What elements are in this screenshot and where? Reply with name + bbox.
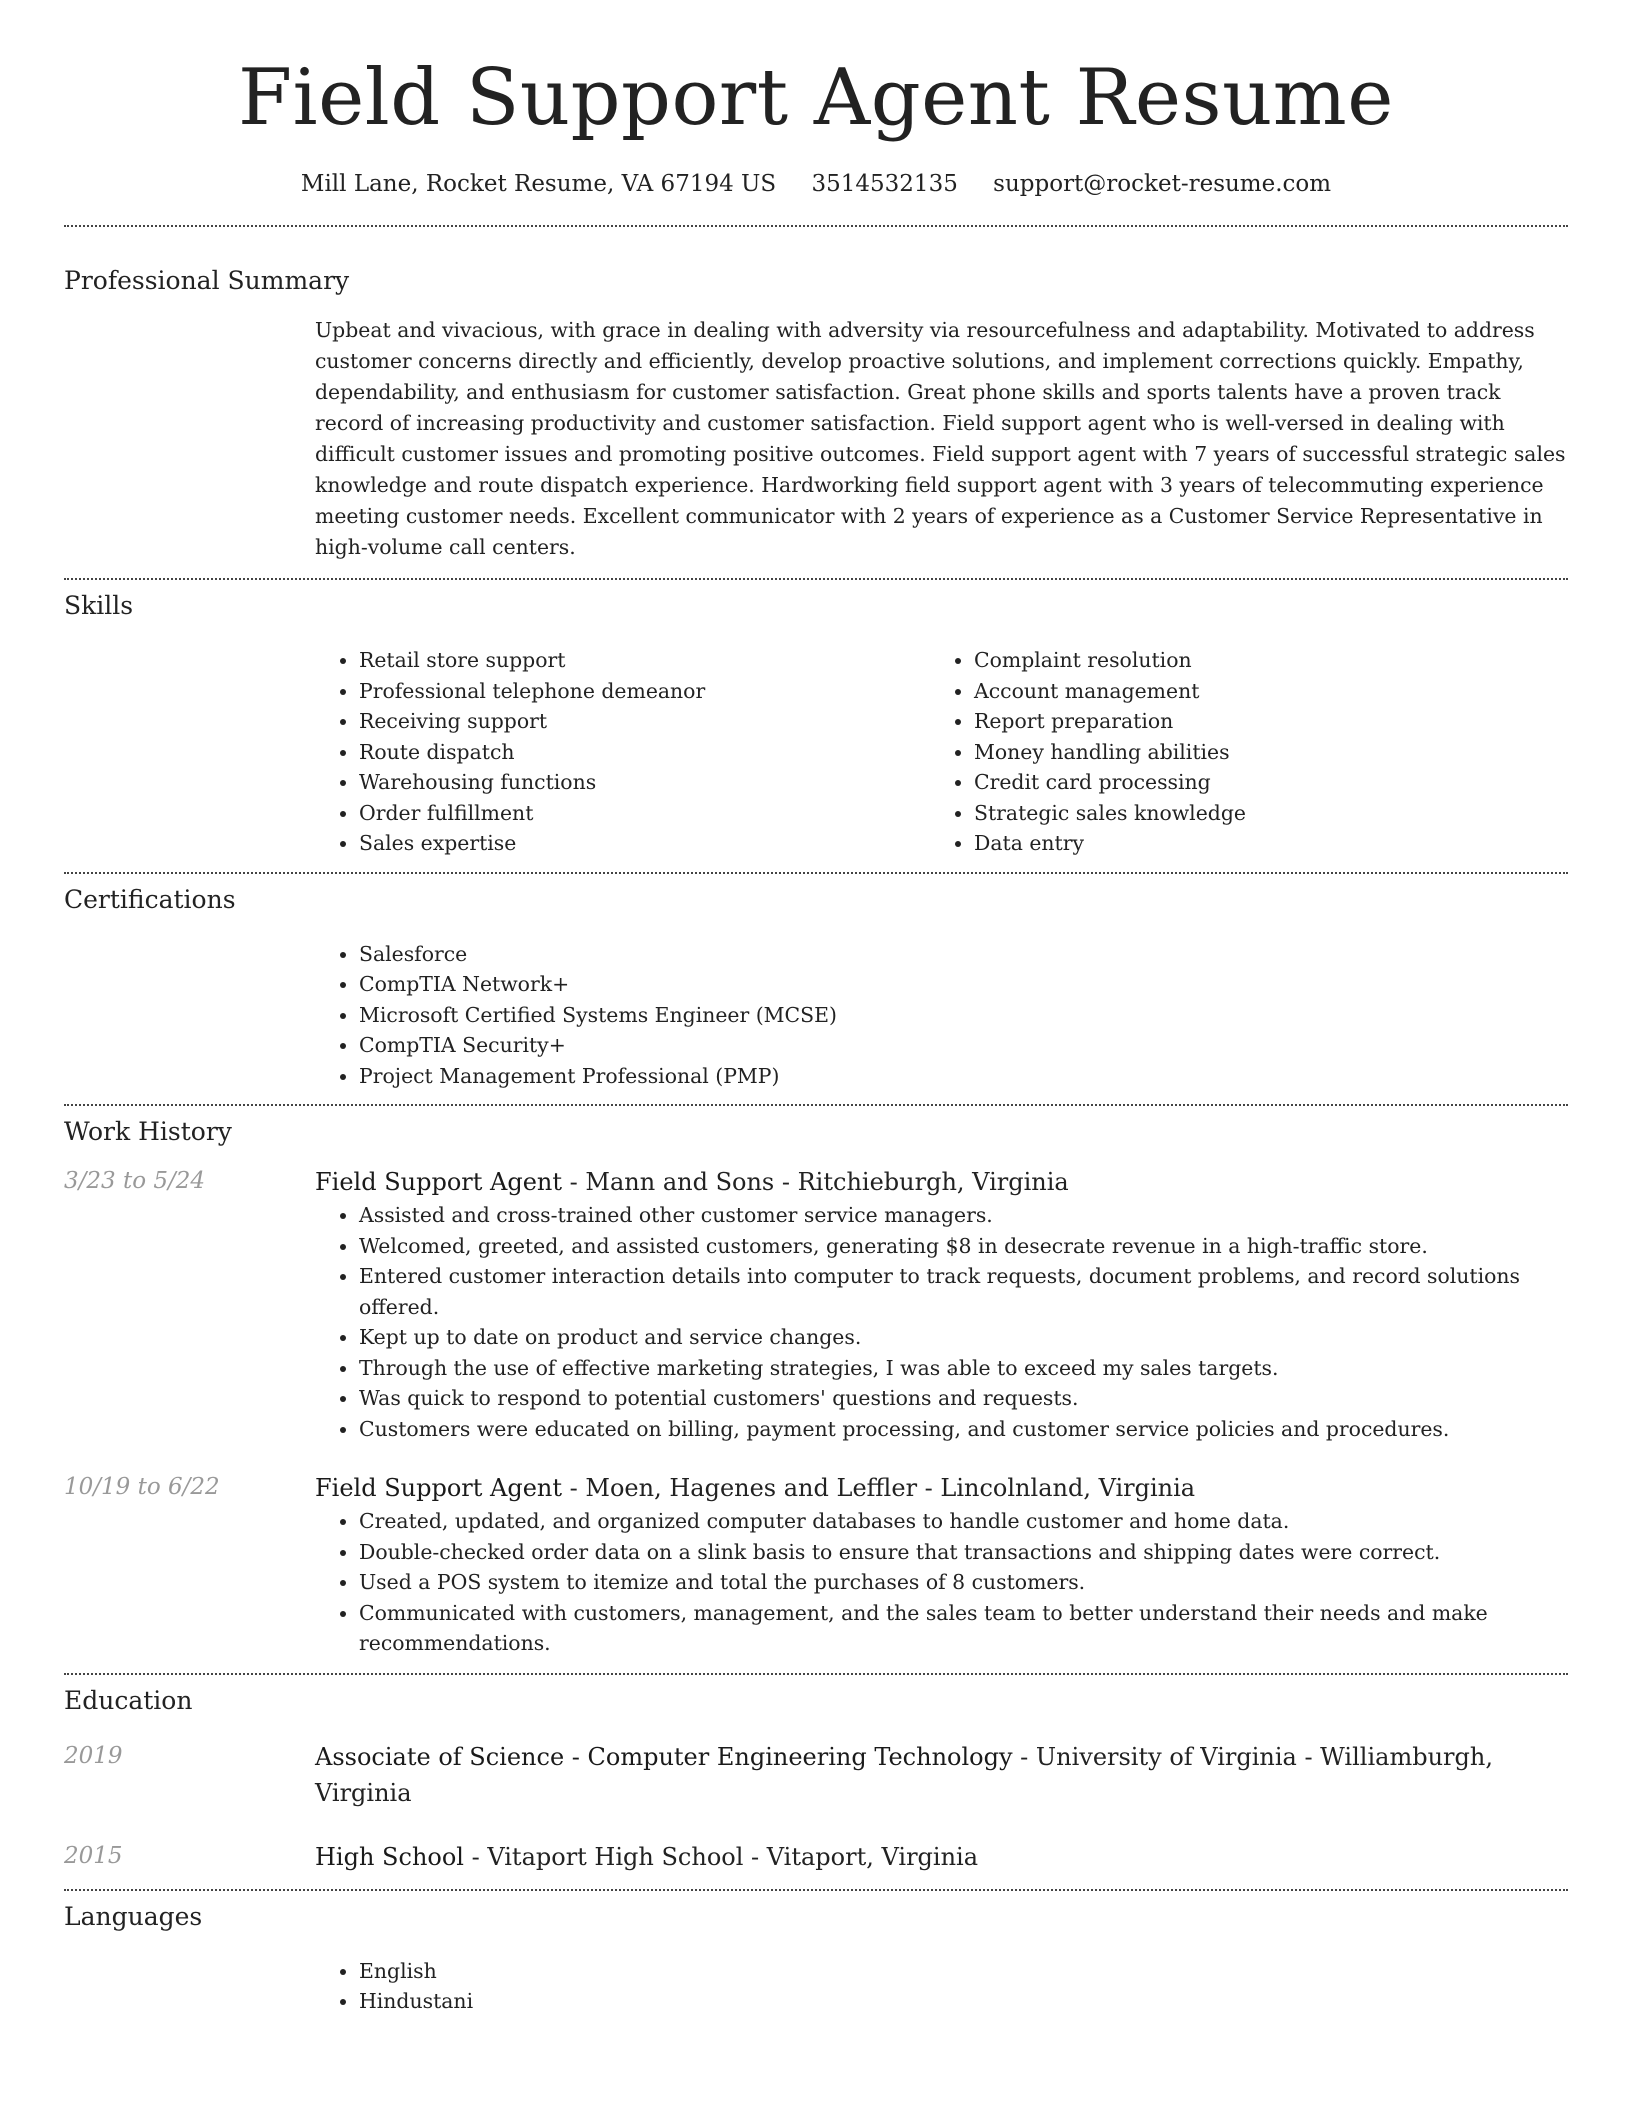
- list-item: • Money handling abilities: [974, 737, 1545, 768]
- skills-column-left: [315, 645, 930, 859]
- job-heading: [315, 1164, 1568, 1200]
- contact-email: support@rocket-resume.com: [993, 171, 1332, 197]
- list-item: • Assisted and cross-trained other customer service managers.: [359, 1200, 1568, 1231]
- certifications-block: [315, 939, 1568, 1092]
- contact-phone: 3514532135: [811, 171, 958, 197]
- education-degree: Associate of Science - Computer Engineering Technology: [315, 1742, 1013, 1771]
- job-role: Field Support Agent: [315, 1168, 563, 1196]
- list-item: • Account management: [974, 676, 1545, 707]
- list-item: • Customers were educated on billing, payment processing, and customer service policies and procedures.: [359, 1414, 1568, 1445]
- list-item: • Strategic sales knowledge: [974, 798, 1545, 829]
- education-school-location: - Vitaport High School - Vitaport, Virginia: [463, 1842, 979, 1871]
- list-item: • Salesforce: [359, 939, 1568, 970]
- list-item: • English: [359, 1956, 1568, 1987]
- list-item: • Microsoft Certified Systems Engineer (MCSE): [359, 1000, 1568, 1031]
- divider: [64, 225, 1568, 227]
- work-history-section: [64, 1116, 1568, 1659]
- list-item: • Complaint resolution: [974, 645, 1545, 676]
- section-title-summary: Professional Summary: [64, 266, 350, 295]
- divider: [64, 1889, 1568, 1891]
- section-title-work-history: Work History: [64, 1117, 232, 1146]
- list-item: • Credit card processing: [974, 767, 1545, 798]
- list-item: • Report preparation: [974, 706, 1545, 737]
- list-item: • Hindustani: [359, 1986, 1568, 2017]
- education-heading: [315, 1739, 1568, 1811]
- job-duties-list: [315, 1200, 1568, 1444]
- job-dates: 10/19 to 6/22: [64, 1474, 220, 1500]
- list-item: • Created, updated, and organized computer databases to handle customer and home data.: [359, 1506, 1568, 1537]
- education-year: 2019: [64, 1742, 123, 1769]
- list-item: • CompTIA Security+: [359, 1030, 1568, 1061]
- list-item: • Route dispatch: [359, 737, 930, 768]
- list-item: • Retail store support: [359, 645, 930, 676]
- list-item: • Professional telephone demeanor: [359, 676, 930, 707]
- resume-title: Field Support Agent Resume: [238, 53, 1394, 143]
- education-year: 2015: [64, 1842, 123, 1869]
- skills-list-left: [315, 645, 930, 859]
- certifications-list: [315, 939, 1568, 1092]
- languages-section: [64, 1901, 1568, 2017]
- list-item: • CompTIA Network+: [359, 969, 1568, 1000]
- job-role: Field Support Agent: [315, 1474, 563, 1502]
- list-item: • Order fulfillment: [359, 798, 930, 829]
- skills-section: [64, 590, 1568, 859]
- contact-line: [64, 168, 1568, 200]
- job-duties-list: [315, 1506, 1568, 1659]
- skills-list-right: [930, 645, 1545, 859]
- list-item: • Kept up to date on product and service changes.: [359, 1322, 1568, 1353]
- skills-grid: [315, 645, 1568, 859]
- job-employer-location: - Moen, Hagenes and Leffler - Lincolnland, Virginia: [562, 1474, 1196, 1502]
- list-item: • Was quick to respond to potential customers' questions and requests.: [359, 1383, 1568, 1414]
- job-body: [315, 1164, 1568, 1444]
- section-title-skills: Skills: [64, 591, 134, 620]
- job-entry: [64, 1164, 1568, 1444]
- job-employer-location: - Mann and Sons - Ritchieburgh, Virginia: [562, 1168, 1069, 1196]
- job-body: [315, 1470, 1568, 1659]
- education-section: [64, 1685, 1568, 1875]
- summary-section: [64, 265, 1568, 563]
- resume-page: [64, 0, 1568, 2017]
- job-dates: 3/23 to 5/24: [64, 1168, 206, 1194]
- certifications-section: [64, 884, 1568, 1092]
- section-title-languages: Languages: [64, 1901, 203, 1931]
- divider: [64, 578, 1568, 580]
- education-entry: [64, 1739, 1568, 1811]
- education-heading: [315, 1839, 1568, 1875]
- list-item: • Sales expertise: [359, 828, 930, 859]
- education-school-location: - University of Virginia - Williamburgh, Virginia: [315, 1742, 1493, 1807]
- list-item: • Project Management Professional (PMP): [359, 1061, 1568, 1092]
- list-item: • Used a POS system to itemize and total the purchases of 8 customers.: [359, 1567, 1568, 1598]
- skills-column-right: [930, 645, 1545, 859]
- list-item: • Entered customer interaction details into computer to track requests, document problems, and record solutions offered.: [359, 1261, 1568, 1322]
- summary-text: Upbeat and vivacious, with grace in dealing with adversity via resourcefulness and adaptability. Motivated to address customer concerns directly and efficiently, develop proactive solutions, and implement corrections quickly. Empathy, dependability, and enthusiasm for customer satisfaction. Great phone skills and sports talents have a proven track record of increasing productivity and customer satisfaction. Field support agent who is well-versed in dealing with difficult customer issues and promoting positive outcomes. Field support agent with 7 years of successful strategic sales knowledge and route dispatch experience. Hardworking field support agent with 3 years of telecommuting experience meeting customer needs. Excellent communicator with 2 years of experience as a Customer Service Representative in high-volume call centers.: [315, 318, 1566, 559]
- section-title-certifications: Certifications: [64, 884, 236, 914]
- list-item: • Through the use of effective marketing strategies, I was able to exceed my sales targets.: [359, 1353, 1568, 1384]
- job-entry: [64, 1470, 1568, 1659]
- section-title-education: Education: [64, 1685, 193, 1715]
- list-item: • Data entry: [974, 828, 1545, 859]
- list-item: • Communicated with customers, management, and the sales team to better understand their needs and make recommendations.: [359, 1598, 1568, 1659]
- divider: [64, 872, 1568, 874]
- languages-list: [315, 1956, 1568, 2017]
- contact-address: Mill Lane, Rocket Resume, VA 67194 US: [300, 171, 777, 197]
- divider: [64, 1673, 1568, 1675]
- languages-block: [315, 1956, 1568, 2017]
- education-degree: High School: [315, 1842, 464, 1871]
- list-item: • Warehousing functions: [359, 767, 930, 798]
- list-item: • Receiving support: [359, 706, 930, 737]
- list-item: • Double-checked order data on a slink basis to ensure that transactions and shipping dates were correct.: [359, 1537, 1568, 1568]
- job-heading: [315, 1470, 1568, 1506]
- divider: [64, 1104, 1568, 1106]
- education-entry: [64, 1839, 1568, 1875]
- list-item: • Welcomed, greeted, and assisted customers, generating $8 in desecrate revenue in a high-traffic store.: [359, 1231, 1568, 1262]
